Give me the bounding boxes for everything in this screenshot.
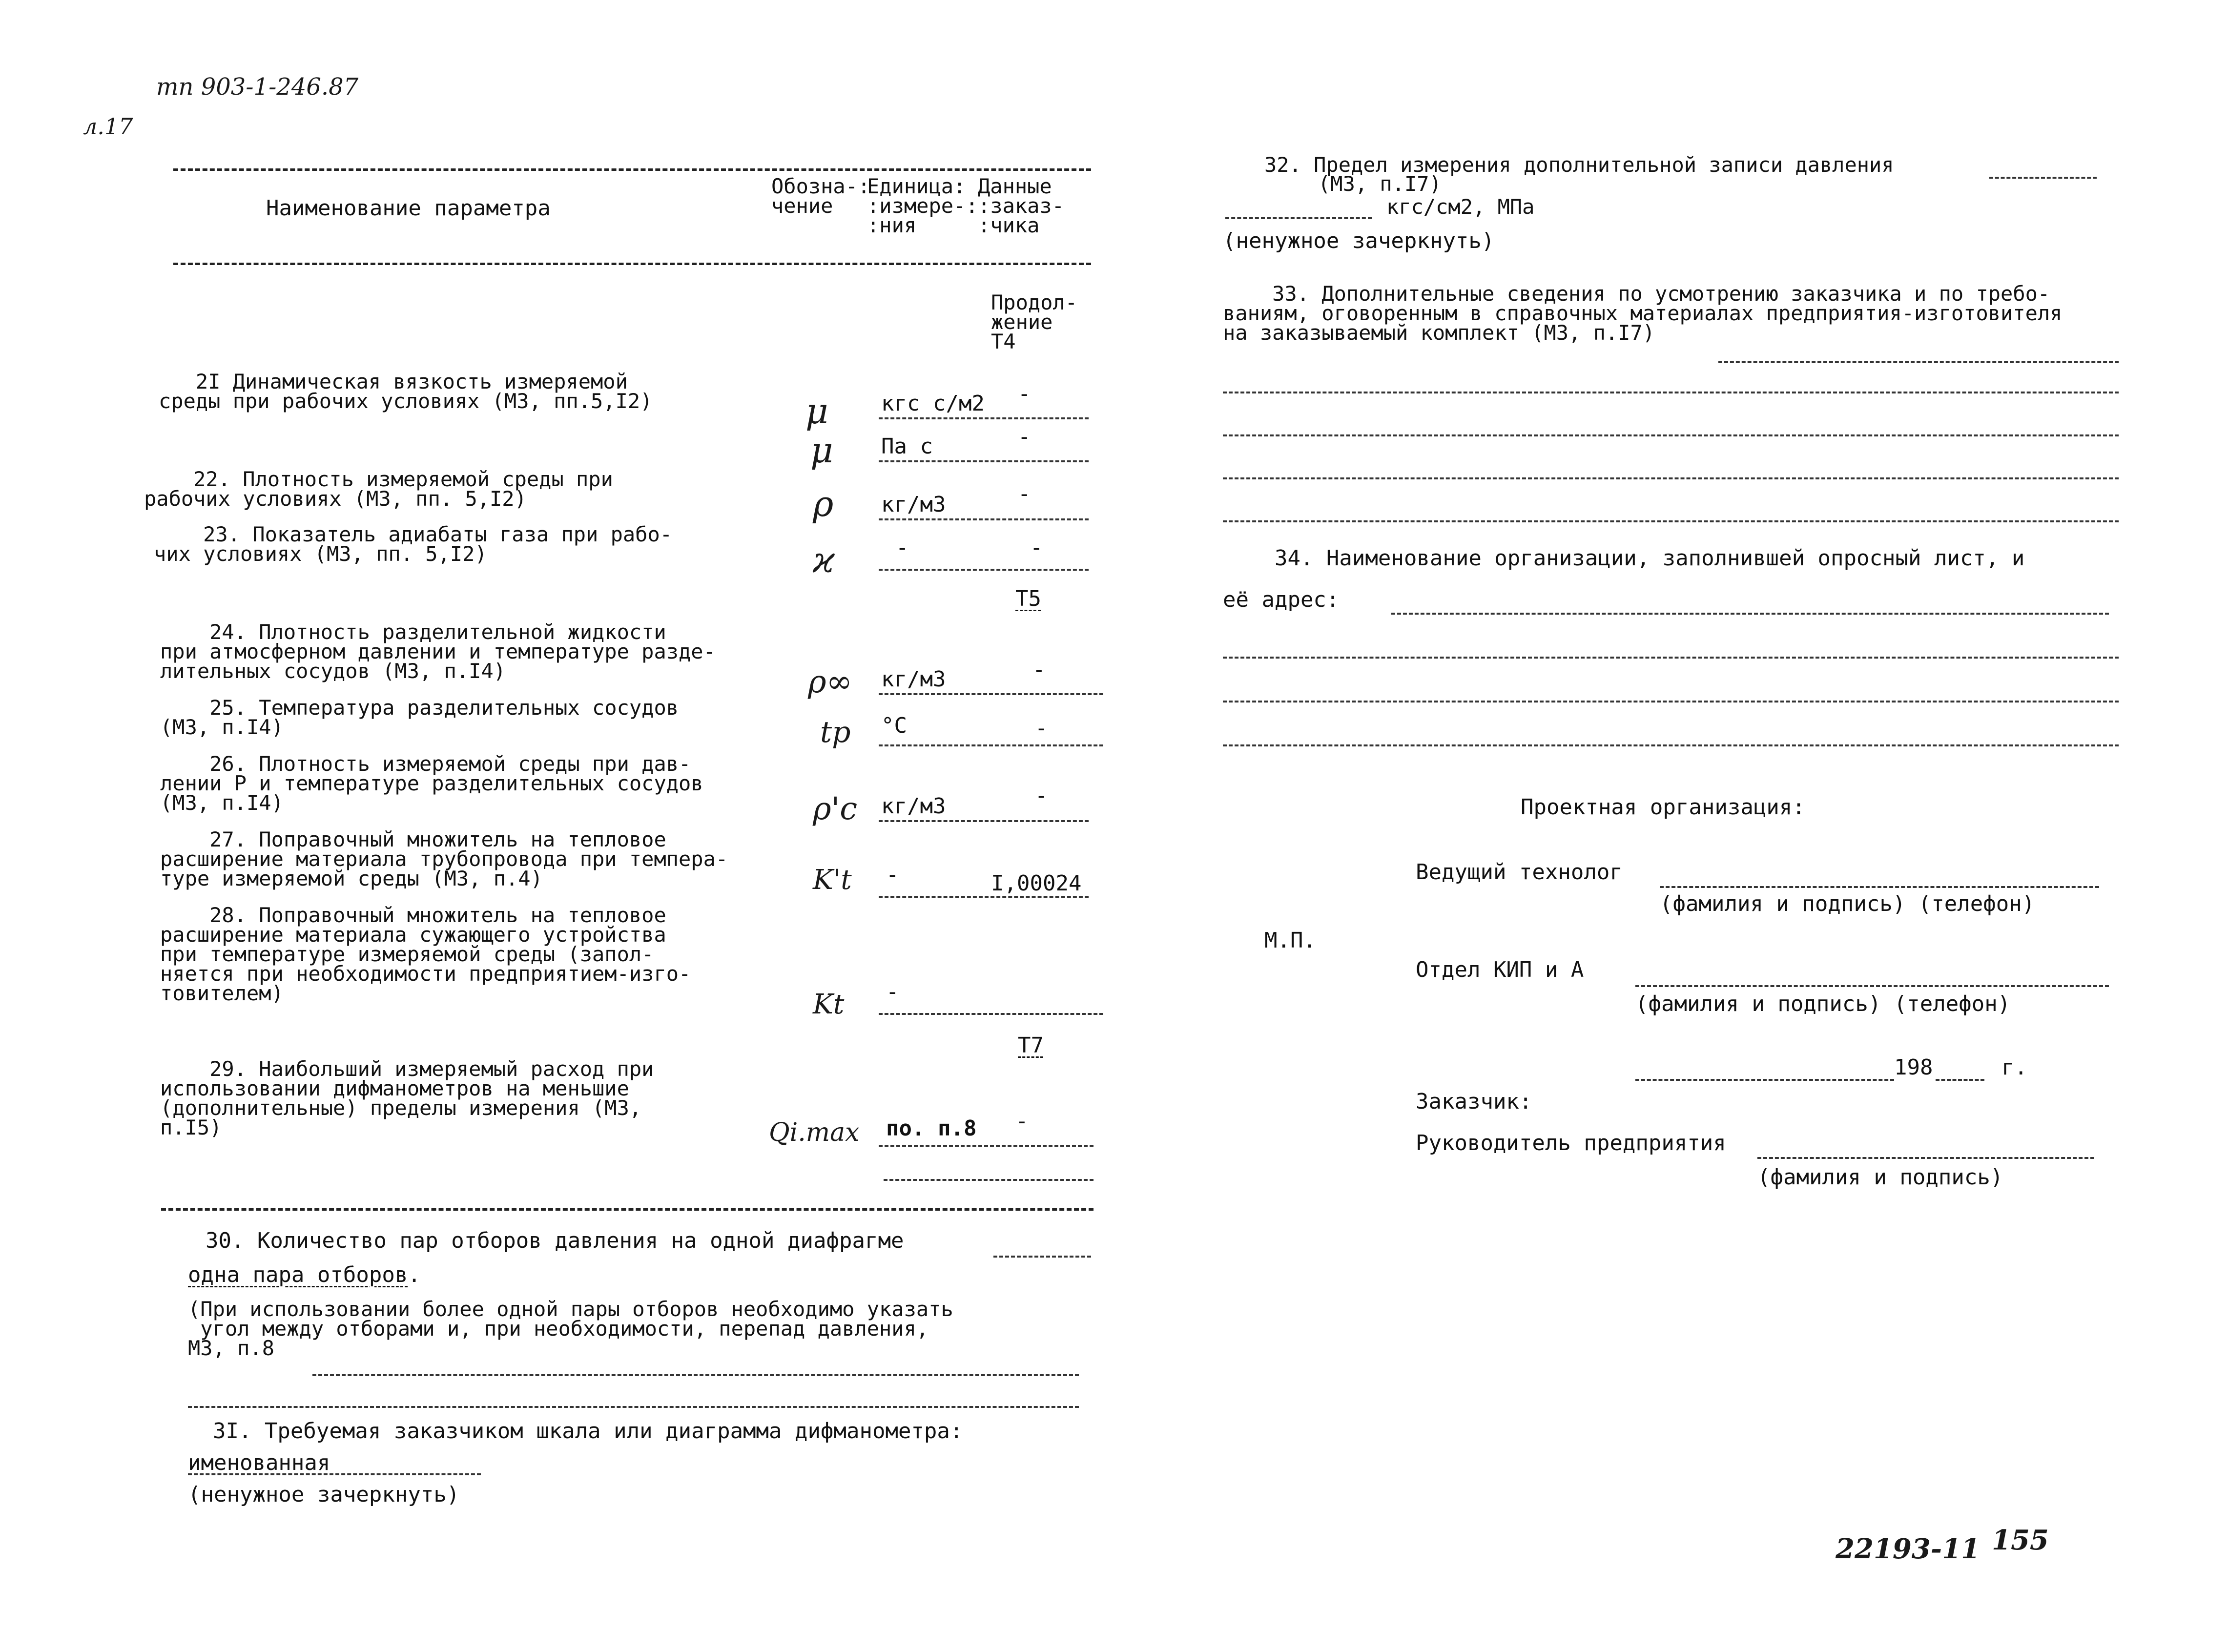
page-number: 155 [1992,1524,2049,1556]
unit-24-line [879,693,1103,695]
item-32-ref: (М3, п.I7) [1318,172,1442,196]
param-27-name: 27. Поправочный множитель на тепловое расширение материала трубопровода при темпера- туре измеряемой среды (М3, п.4) [160,827,728,890]
year-blank [1936,1079,1984,1081]
unit-27: - [886,862,899,887]
unit-21b: Па с [881,434,933,459]
param-23-name: 23. Показатель адиабаты газа при рабо- чих условиях (М3, пп. 5,I2) [154,522,673,566]
item-34-text: 34. Наименование организации, заполнившей опросный лист, и [1223,546,2025,571]
header-param-name: Наименование параметра [266,196,551,221]
item-32-title: 32. Предел измерения дополнительной записи давления [1264,153,1894,177]
lead-tech-caption: (фамилия и подпись) (телефон) [1660,891,2035,916]
unit-26-line [879,820,1089,822]
item-32-blank [1989,177,2097,179]
table-top-rule [173,168,1091,171]
kip-dept-caption: (фамилия и подпись) (телефон) [1635,991,2011,1016]
symbol-kt: Kt [813,989,845,1020]
value-23: - [1030,535,1043,560]
symbol-rho: ρ [813,483,834,524]
kip-dept-label: Отдел КИП и А [1416,957,1584,982]
value-21b: - [1018,424,1031,449]
mark-t5: Т5 [1015,586,1041,611]
unit-21b-line [879,460,1089,462]
director-label: Руководитель предприятия [1416,1131,1726,1156]
mp-stamp: М.П. [1264,928,1316,953]
item-32-value-line [1225,217,1372,219]
header-customer-data: Данные :заказ- :чика [978,174,1065,237]
unit-25-line [879,744,1103,746]
item-33-text: 33. Дополнительные сведения по усмотрению заказчика и по требо- ваниям, оговоренным в справочных материалах предприятия-изготовителя на заказываемый комплект (М3, п.I7) [1223,282,2063,345]
value-24: - [1032,657,1046,682]
year-suffix: г. [2001,1055,2027,1080]
item-32-note: (ненужное зачеркнуть) [1223,228,1495,253]
table-header-rule [173,263,1091,265]
item-34-address-label: её адрес: [1223,587,1340,612]
lead-tech-line [1660,886,2099,888]
document-code: тп 903-1-246.87 [156,73,359,101]
value-29: - [1015,1109,1029,1134]
item-32-units: кгс/см2, МПа [1386,195,1535,219]
unit-24: кг/м3 [881,667,946,692]
item-30-blank [993,1256,1091,1258]
item-30-note-line [312,1374,1079,1376]
sheet-mark: л.17 [83,113,133,140]
header-unit: Единица: :измере-: :ния [867,174,978,237]
item-34-line-0 [1391,613,2109,615]
param-28-name: 28. Поправочный множитель на тепловое расширение материала сужающего устройства при температуре измеряемой среды (запол- няется при необходимости предприятием-изго- товителем) [160,903,691,1005]
unit-25: °С [881,713,907,738]
item-33-line-0 [1718,361,2119,363]
item-34-line-3 [1223,744,2119,746]
item-30-line-2 [188,1406,1079,1408]
unit-29: по. п.8 [886,1116,977,1141]
param-24-name: 24. Плотность разделительной жидкости при атмосферном давлении и температуре разде- лительных сосудов (М3, п.I4) [160,620,716,683]
unit-23-line [879,569,1089,571]
item-31-note: (ненужное зачеркнуть) [188,1482,460,1507]
item-30-answer-tail: . [408,1262,421,1287]
symbol-qi-max: Qi.max [769,1118,860,1147]
param-25-name: 25. Температура разделительных сосудов (М3, п.I4) [160,696,679,739]
param-22-name: 22. Плотность измеряемой среды при рабочих условиях (М3, пп. 5,I2) [144,467,613,511]
param-29-name: 29. Наибольший измеряемый расход при использовании дифманометров на меньшие (дополнительные) пределы измерения (М3, п.I5) [160,1057,654,1139]
item-33-line-3 [1223,477,2119,479]
header-symbol: Обозна-: чение [771,174,870,218]
unit-28-line [879,1013,1103,1015]
footer-number: 22193-11 [1836,1533,1980,1565]
table-bottom-rule [161,1208,1093,1211]
unit-21: кгс с/м2 [881,391,985,416]
project-org-label: Проектная организация: [1521,795,1805,820]
symbol-tp: tр [820,715,851,749]
unit-29-line [879,1145,1093,1147]
item-30-answer-row [188,1264,421,1286]
mark-t7: Т7 [1018,1033,1044,1058]
unit-22-line [879,518,1089,520]
unit-28: - [886,979,899,1004]
symbol-k-prime-t: K't [813,864,852,896]
value-27: I,00024 [991,871,1082,896]
unit-26: кг/м3 [881,794,946,819]
symbol-rho-inf: ρ∞ [808,664,852,700]
item-34-line-2 [1223,701,2119,702]
unit-27-line [879,896,1089,898]
unit-23: - [896,535,909,560]
item-31-title: 3I. Требуемая заказчиком шкала или диаграмма дифманометра: [161,1419,963,1444]
kip-dept-line [1635,985,2109,987]
unit-21-line [879,417,1089,419]
customer-label: Заказчик: [1416,1089,1532,1114]
item-33-line-2 [1223,434,2119,436]
item-31-answer-line [188,1473,481,1475]
year-prefix: 198 [1894,1055,1933,1080]
symbol-kappa: ϰ [813,539,835,580]
continuation-label: Продол- жение Т4 [991,290,1078,353]
item-30-title: 30. Количество пар отборов давления на одной диафрагме [154,1228,904,1253]
param-21-name: 2I Динамическая вязкость измеряемой среды при рабочих условиях (М3, пп.5,I2) [159,370,653,413]
director-caption: (фамилия и подпись) [1757,1165,2003,1190]
param-26-name: 26. Плотность измеряемой среды при дав- лении Р и температуре разделительных сосудов (М3, п.I4) [160,752,703,815]
item-30-note: (При использовании более одной пары отборов необходимо указать угол между отборами и, при необходимости, перепад давления, М3, п.8 [188,1297,953,1360]
symbol-rho-c: ρ'с [813,791,858,827]
symbol-mu-2: μ [810,430,833,471]
director-line [1757,1157,2094,1159]
unit-22: кг/м3 [881,492,946,517]
value-26: - [1035,783,1048,808]
item-33-line-1 [1223,392,2119,393]
item-34-line-1 [1223,657,2119,659]
date-line [1635,1079,1894,1081]
value-21: - [1018,381,1031,406]
item-33-line-4 [1223,520,2119,522]
value-22: - [1018,481,1031,506]
lead-tech-label: Ведущий технолог [1416,860,1623,885]
item-31-answer: именованная [188,1450,330,1475]
extra-line-29 [884,1179,1093,1181]
value-25: - [1035,716,1048,741]
symbol-mu: μ [805,391,828,432]
item-30-answer: одна пара отборов [188,1262,408,1287]
